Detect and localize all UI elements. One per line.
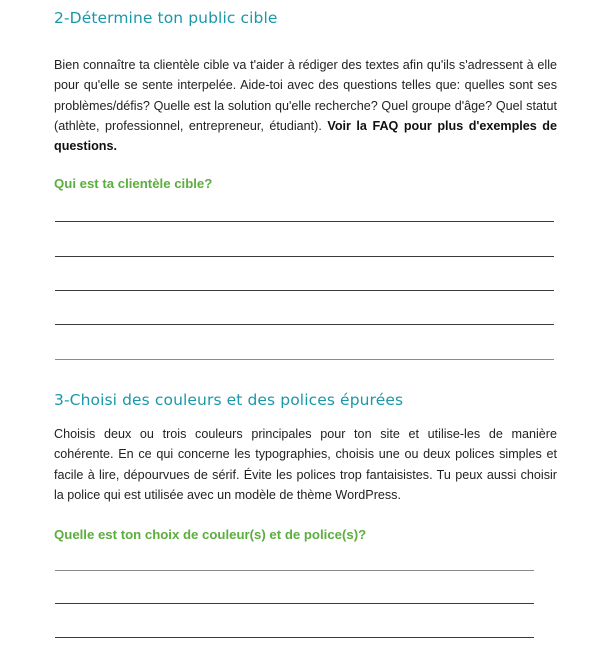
- section-2-question: Qui est ta clientèle cible?: [54, 176, 213, 191]
- section-2-title: 2-Détermine ton public cible: [54, 9, 278, 27]
- answer-line-5[interactable]: [55, 359, 554, 360]
- answer-line-6[interactable]: [55, 570, 534, 571]
- section-3-paragraph: Choisis deux ou trois couleurs principales pour ton site et utilise-les de manière cohérente. En ce qui concerne les typographies, choisis une ou deux polices simples et facile à lire, dépourvues de sérif. Évite les polices trop fantaisistes. Tu peux aussi choisir la police qui est utilisée avec un modèle de thème WordPress.: [54, 427, 557, 502]
- answer-line-2[interactable]: [55, 256, 554, 257]
- answer-line-4[interactable]: [55, 324, 554, 325]
- section-3-question: Quelle est ton choix de couleur(s) et de police(s)?: [54, 527, 367, 542]
- section-2-paragraph-text: Bien connaître ta clientèle cible va t'aider à rédiger des textes afin qu'ils s'adressent à elle pour qu'elle se sente interpelée. Aide-toi avec des questions telles que: quelles sont ses problèmes/défis? Quelle est la solution qu'elle recherche? Quel groupe d'âge? Quel statut (athlète, professionnel, entrepreneur, étudiant).: [54, 58, 557, 133]
- section-3-title: 3-Choisi des couleurs et des polices épurées: [54, 391, 404, 409]
- answer-line-7[interactable]: [55, 603, 534, 604]
- faq-reference: Voir la FAQ pour plus d'exemples de questions.: [54, 118, 558, 154]
- answer-line-3[interactable]: [55, 290, 554, 291]
- section-2-paragraph: [54, 55, 557, 156]
- answer-line-8[interactable]: [55, 637, 534, 638]
- answer-line-1[interactable]: [55, 221, 554, 222]
